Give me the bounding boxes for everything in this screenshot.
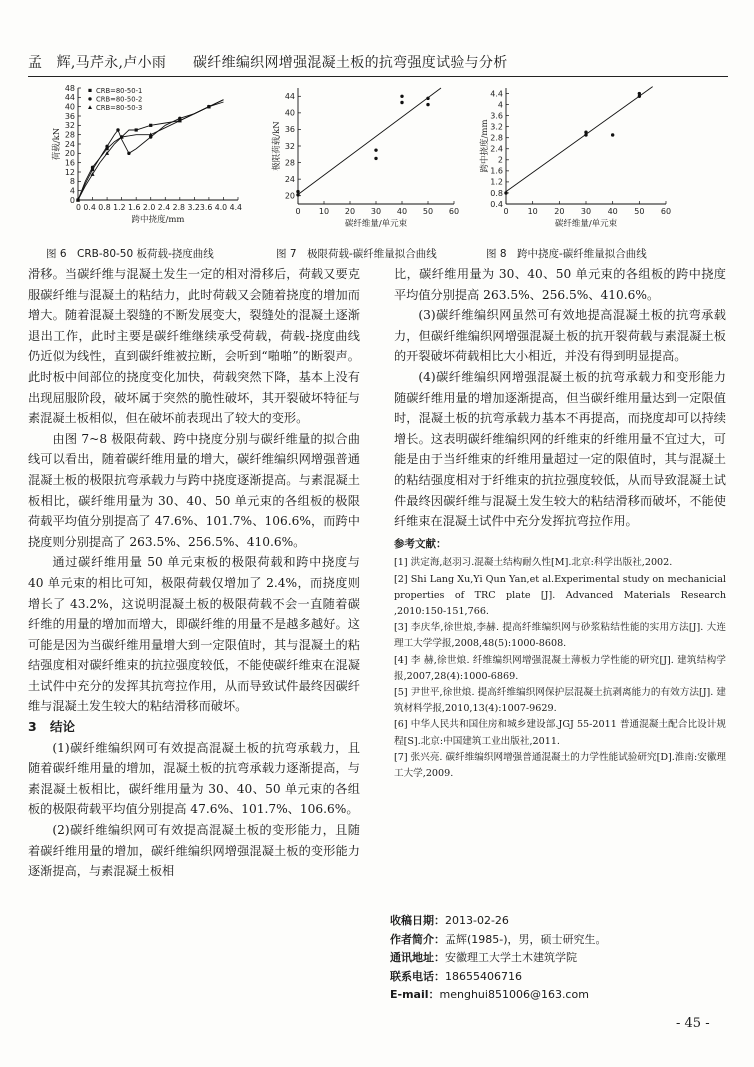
y-tick-label: 4: [69, 186, 75, 196]
reference-list: [394, 555, 726, 782]
contact-email[interactable]: E-mail：menghui851006@163.com: [390, 988, 589, 1001]
x-tick-label: 30: [370, 207, 382, 216]
y-tick-label: 0.8: [490, 188, 503, 198]
legend-label: CRB=80-50-2: [96, 95, 143, 104]
reference-item: [5] 尹世平,徐世烺. 提高纤维编织网保护层混凝土抗剥离能力的有效方法[J]. 建筑材料学报,2010,13(4):1007-9629.: [394, 686, 726, 715]
body-paragraph: 由图 7~8 极限荷载、跨中挠度分别与碳纤维量的拟合曲线可以看出，随着碳纤维用量的增大，碳纤维编织网增强普通混凝土板的极限抗弯承载力与跨中挠度逐渐提高。与素混凝土板相比，碳纤维用量为 30、40、50 单元束的各组板的极限荷载平均值分别提高了 47.6%、101.7%、106.6%，而跨中挠度则分别提高了 263.5%、256.5%、410.6%。: [28, 431, 360, 549]
conclusion-item: (4)碳纤维编织网增强混凝土板的抗弯承载力和变形能力随碳纤维用量的增加逐渐提高，但当碳纤维用量达到一定限值时，混凝土板的抗弯承载力基本不再提高，而挠度却可以持续增长。这表明碳纤维编织网的纤维束的纤维用量不宜过大，可能是由于当纤维束的纤维用量超过一定的限值时，其与混凝土的粘结强度相对于纤维束的抗拉强度较低，从而导致混凝土试件最终因碳纤维与混凝土发生较大的粘结滑移而破坏，不能使纤维束在混凝土试件中充分发挥抗弯拉作用。: [394, 369, 726, 529]
received-date: 收稿日期：2013-02-26: [390, 914, 509, 927]
data-point: [116, 128, 119, 131]
fig8-chart: [466, 84, 676, 244]
y-tick-label: 2: [497, 155, 503, 165]
data-point: [504, 191, 507, 194]
data-point: [584, 130, 587, 133]
conclusion-item: 比，碳纤维用量为 30、40、50 单元束的各组板的跨中挠度平均值分别提高 263.5%、256.5%、410.6%。: [394, 267, 726, 302]
y-tick-label: 20: [284, 191, 295, 201]
header-rule: [28, 76, 728, 77]
section-title: 结论: [50, 719, 76, 735]
legend-marker: [88, 89, 91, 92]
fig6-caption: 图 6 CRB-80-50 板荷载-挠度曲线: [46, 248, 214, 260]
data-point: [105, 145, 108, 148]
y-tick-label: 40: [284, 108, 295, 118]
reference-item: [2] Shi Lang Xu,Yi Qun Yan,et al.Experimental study on mechanicial properties of TRC plate [J]. Advanced Materials Research ,2010:150-151,766.: [394, 573, 726, 617]
y-tick-label: 8: [69, 177, 75, 187]
data-point: [296, 190, 299, 193]
y-tick-label: 1.2: [490, 177, 503, 187]
data-point: [374, 157, 377, 160]
data-point: [400, 95, 403, 98]
x-tick-label: 0: [295, 207, 301, 216]
legend-label: CRB=80-50-1: [96, 87, 143, 95]
right-column: [394, 264, 726, 782]
conclusion-item: (1)碳纤维编织网可有效提高混凝土板的抗弯承载力，且随着碳纤维用量的增加，混凝土板的抗弯承载力逐渐提高，与素混凝土板相比，碳纤维用量为 30、40、50 单元束的各组板的极限荷载平均值分别提高 47.6%、101.7%、106.6%。: [28, 740, 360, 817]
data-point: [400, 101, 403, 104]
body-paragraph: 通过碳纤维用量 50 单元束板的极限荷载和跨中挠度与 40 单元束的相比可知，极限荷载仅增加了 2.4%，而挠度则增长了 43.2%，这说明混凝土板的极限荷载不会一直随着碳纤维的用量的增加而增大，即碳纤维的用量不是越多越好。这可能是因为当碳纤维用量增大到一定限值时，其与混凝土的粘结强度相对碳纤维束的抗拉强度较低，不能使碳纤维束在混凝土试件中充分的发挥其抗弯拉作用，从而导致试件最终因碳纤维与混凝土发生较大的粘结滑移而破坏。: [28, 555, 360, 714]
data-point: [374, 148, 377, 151]
reference-item: [1] 洪定海,赵羽习.混凝土结构耐久性[M].北京:科学出版社,2002.: [394, 557, 673, 569]
legend-marker: [88, 97, 91, 100]
figure-7: [270, 84, 470, 244]
body-paragraph: 滑移。当碳纤维与混凝土发生一定的相对滑移后，荷载又要克服碳纤维与混凝土的粘结力，此时荷载又会随着挠度的增加而增大。随着混凝土裂缝的不断发展变大，裂缝处的混凝土逐渐退出工作，此时主要是碳纤维继续承受荷载，荷载-挠度曲线仍近似为线性，直到碳纤维被拉断，会听到“啪啪”的断裂声。此时板中间部位的挠度变化加快，荷载突然下降，基本上没有出现屈服阶段，破坏属于突然的脆性破坏，其开裂破坏特征与素混凝土板相似，但在破坏前表现出了较大的变形。: [28, 267, 360, 426]
author-bio: 作者简介：孟辉(1985-)，男，硕士研究生。: [390, 932, 607, 946]
y-tick-label: 4: [497, 100, 503, 110]
y-tick-label: 2.8: [490, 133, 503, 143]
data-point: [127, 152, 130, 155]
y-tick-label: 48: [64, 83, 75, 93]
y-tick-label: 28: [284, 158, 295, 168]
header-title: 碳纤维编织网增强混凝土板的抗弯强度试验与分析: [192, 55, 508, 71]
mailing-address: 通讯地址：安徽理工大学土木建筑学院: [390, 951, 577, 964]
y-tick-label: 4.4: [490, 89, 503, 99]
x-axis-label: 碳纤维量/单元束: [344, 219, 408, 229]
fit-line: [506, 87, 653, 192]
y-tick-label: 24: [284, 174, 295, 184]
data-point: [296, 193, 299, 196]
series-line: [78, 102, 224, 200]
conclusion-item: (3)碳纤维编织网虽然可有效地提高混凝土板的抗弯承载力，但碳纤维编织网增强混凝土板的抗开裂荷载与素混凝土板的开裂破坏荷载相比大小相近，并没有得到明显提高。: [394, 308, 726, 364]
section-number: 3: [28, 719, 37, 735]
x-tick-label: 60: [448, 207, 460, 216]
y-axis-label: 跨中挠度/mm: [480, 119, 490, 173]
section-heading: [28, 717, 360, 738]
page-number: - 45 -: [676, 1016, 710, 1031]
y-tick-label: 20: [64, 149, 75, 159]
y-tick-label: 0: [69, 195, 75, 205]
y-tick-label: 0.4: [490, 199, 503, 209]
y-tick-label: 3.2: [490, 122, 503, 132]
reference-item: [3] 李庆华,徐世烺,李赫. 提高纤维编织网与砂浆粘结性能的实用方法[J]. 大连理工大学学报,2008,48(5):1000-8608.: [394, 622, 726, 650]
y-tick-label: 40: [64, 102, 75, 112]
left-column: [28, 264, 360, 882]
references-title: 参考文献：: [394, 537, 447, 550]
figure-8: [466, 84, 676, 244]
y-tick-label: 24: [64, 139, 75, 149]
legend-label: CRB=80-50-3: [96, 104, 143, 112]
x-tick-label: 10: [527, 207, 538, 216]
y-axis-label: 荷载/kN: [52, 127, 62, 161]
contact-phone: 联系电话：18655406716: [390, 969, 522, 983]
data-point: [426, 97, 429, 100]
series-line: [78, 100, 224, 200]
reference-item: [6] 中华人民共和国住房和城乡建设部.JGJ 55-2011 普通混凝土配合比设计规程[S].北京:中国建筑工业出版社,2011.: [394, 719, 726, 747]
running-header: [28, 52, 508, 72]
x-tick-label: 10: [318, 207, 330, 216]
data-point: [149, 124, 152, 127]
y-tick-label: 32: [64, 121, 75, 131]
data-point: [91, 166, 94, 169]
conclusion-item: (2)碳纤维编织网可有效提高混凝土板的变形能力，且随着碳纤维用量的增加，碳纤维编织网增强混凝土板的变形能力逐渐提高，与素混凝土板相: [28, 823, 360, 879]
x-tick-label: 50: [634, 207, 645, 216]
y-tick-label: 36: [284, 125, 295, 135]
article-meta: [390, 912, 607, 1005]
fig7-caption: 图 7 极限荷载-碳纤维量拟合曲线: [276, 248, 437, 260]
x-tick-label: 20: [554, 207, 565, 216]
x-tick-label: 30: [580, 207, 592, 216]
y-tick-label: 36: [64, 111, 75, 121]
x-tick-labels: 0 0.4 0.8 1.2 1.6 2.0 2.4 2.8 3.23.6 4.0 4.4: [76, 203, 242, 212]
legend-marker: [88, 105, 92, 109]
y-tick-label: 32: [284, 141, 295, 151]
y-axis-label: 极限荷载/kN: [272, 121, 282, 171]
x-tick-label: 50: [422, 207, 434, 216]
x-tick-label: 40: [607, 207, 618, 216]
x-tick-label: 40: [396, 207, 408, 216]
header-authors: 孟 辉,马芹永,卢小雨: [28, 55, 167, 71]
fit-line: [298, 88, 441, 194]
figure-6: [52, 84, 252, 244]
data-point: [638, 95, 641, 98]
data-point: [135, 128, 138, 131]
y-tick-label: 3.6: [490, 111, 503, 121]
x-tick-label: 0: [503, 207, 509, 216]
y-tick-label: 1.6: [490, 166, 503, 176]
x-tick-label: 20: [344, 207, 356, 216]
reference-item: [4] 李 赫,徐世烺. 纤维编织网增强混凝土薄板力学性能的研究[J]. 建筑结构学报,2007,28(4):1000-6869.: [394, 654, 726, 682]
y-tick-label: 44: [64, 93, 75, 103]
fig8-caption: 图 8 跨中挠度-碳纤维量拟合曲线: [486, 248, 647, 260]
data-point: [426, 103, 429, 106]
y-tick-label: 44: [284, 92, 295, 102]
y-tick-label: 28: [64, 130, 75, 140]
data-point: [611, 133, 614, 136]
x-axis-label: 跨中挠度/mm: [131, 215, 185, 225]
fig7-chart: [270, 84, 470, 244]
y-tick-label: 16: [64, 158, 75, 168]
fig6-chart: [52, 84, 252, 244]
reference-item: [7] 张兴亮. 碳纤维编织网增强普通混凝土的力学性能试验研究[D].淮南:安徽理工大学,2009.: [394, 751, 727, 779]
y-tick-label: 12: [64, 167, 75, 177]
y-tick-label: 2.4: [490, 144, 503, 154]
x-axis-label: 碳纤维量/单元束: [554, 219, 618, 229]
series-line: [78, 100, 224, 200]
x-tick-label: 60: [660, 207, 672, 216]
